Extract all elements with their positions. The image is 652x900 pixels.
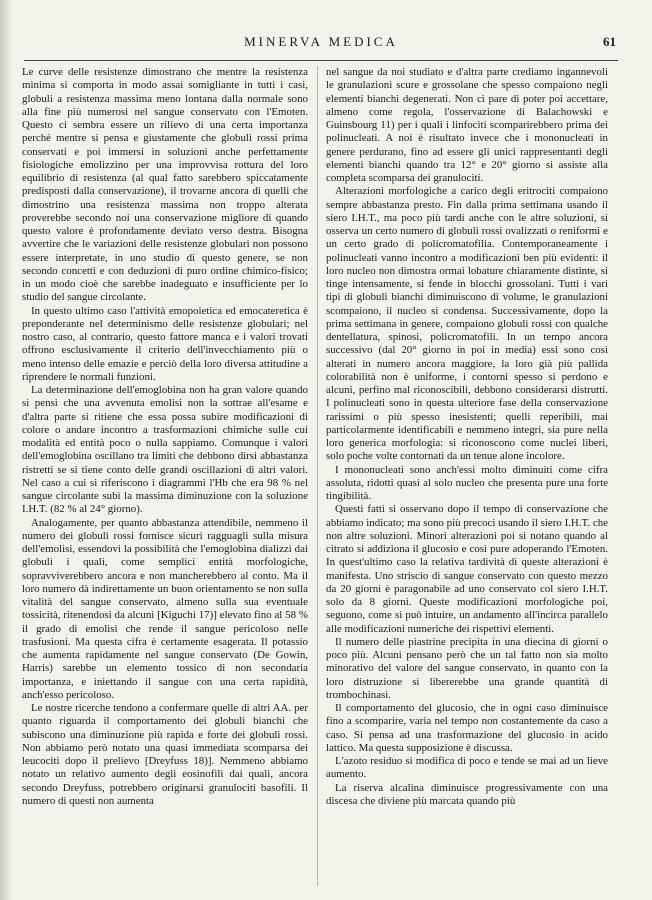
paragraph: Alterazioni morfologiche a carico degli eritrociti compaiono sempre abbastanza presto. Fin dalla prima settimana usando il siero I.H.T., ma poco più tardi anche con le altre soluzioni, si osserva un certo numero di globuli rossi ovalizzati o reniformi e un certo grado di policromatofilia. Contemporaneamente i polinucleati vanno incontro a modificazioni ben più evidenti: il loro nucleo non dimostra ormai lobature chiaramente distinte, si tinge intensamente, si fende in blocchi grossolani. Tutti i vari tipi di globuli bianchi diminuiscono di volume, le granulazioni scompaiono, il nucleo si condensa. Successivamente, dopo la prima settimana in genere, compaiono globuli rossi con qualche dentellatura, spinosi, policromatofili. In un tempo ancora successivo (dal 20° giorno in poi in media) essi sono così alterati in numero ancora maggiore, la loro già più pallida colorabilità non è uniforme, i contorni spesso si perdono e alcuni, perfino mal riconoscibili, debbono considerarsi distrutti. I polinucleati sono in questa ulteriore fase della conservazione rarissimi o più spesso inesistenti; quelli reperibili, mai particolarmente identificabili e nemmeno integri, sia pure nella loro generica morfologia: si riconoscono come nuclei liberi, solo poche volte contornati da un tenue alone incolore.	[326, 185, 608, 463]
paragraph: nel sangue da noi studiato e d'altra parte crediamo ingannevoli le granulazioni scure e grossolane che spesso compaiono negli elementi bianchi degenerati. Non ci pare di poter poi accettare, almeno come regola, l'osservazione di Balachowski e Guinsbourg 11) per i quali i linfociti scomparirebbero prima dei polinucleati. A noi è risultato invece che i mononucleati in genere perdurano, fino ad essere gli unici rappresentanti degli elementi bianchi quando tra 12° e 20° giorno si assiste alla completa scomparsa dei granulociti.	[326, 66, 608, 184]
paragraph: Il numero delle piastrine precipita in una diecina di giorni o poco più. Alcuni pensano però che un tal fatto non sia molto minorativo del valore del sangue conservato, in quanto con la loro distruzione si libererebbe una grande quantità di trombochinasi.	[326, 635, 608, 701]
header-rule	[24, 60, 618, 61]
paragraph: La determinazione dell'emoglobina non ha gran valore quando si pensi che una avvenuta emolisi non la sottrae all'esame e d'altra parte si ritiene che essa possa subire modificazioni di colore o andare incontro a trasformazioni chimiche sulle cui modalità ed entità poco o nulla sappiamo. Comunque i valori dell'emoglobina oscillano tra limiti che debbono dirsi abbastanza ristretti se si tiene conto delle grandi oscillazioni di altri valori. Nel caso a cui si riferiscono i diagrammi l'Hb che era 98 % nel sangue circolante subì la massima diminuzione con la soluzione I.H.T. (82 % al 24° giorno).	[22, 384, 308, 516]
column-divider	[317, 66, 318, 886]
paragraph: Le curve delle resistenze dimostrano che mentre la resistenza minima si comporta in modo assai somigliante in tutti i casi, globuli a resistenza massima meno lontana dalla normale sono alla fine più numerosi nel sangue conservato con l'Emoten. Questo ci sembra essere un rilievo di una certa importanza perchè mentre si pensa e giustamente che globuli rossi prima conservati e poi immersi in soluzioni anche perfettamente fisiologiche emolizzino per una improvvisa rottura del loro equilibrio di resistenza (al qual fatto sarebbero spiccatamente predisposti dalla conservazione), il trovarne ancora di quelli che dimostrino una resistenza massima non troppo alterata proverebbe secondo noi una conservazione migliore di quando questo valore è profondamente deviato verso destra. Bisogna avvertire che le variazioni delle resistenze globulari non possono essere interpretate, in uno studio di questo genere, se non secondo concetti e con deduzioni di puro ordine chimico-fisico; in un modo cioè che sarebbe inadeguato e insufficiente per lo studio del sangue circolante.	[22, 66, 308, 304]
paragraph: La riserva alcalina diminuisce progressivamente con una discesa che diviene più marcata quando più	[326, 781, 608, 807]
paragraph: Le nostre ricerche tendono a confermare quelle di altri AA. per quanto riguarda il comportamento dei globuli bianchi che subiscono una diminuzione più rapida e forte dei globuli rossi. Non abbiamo però notato una quasi immediata scomparsa dei leucociti dopo il prelievo [Dreyfuss 18)]. Nemmeno abbiamo notato un relativo aumento degli eosinofili dai quali, ancora secondo Dreyfuss, potrebbero originarsi granulociti basofili. Il numero di questi non aumenta	[22, 702, 308, 807]
running-header	[26, 34, 616, 52]
paragraph: Analogamente, per quanto abbastanza attendibile, nemmeno il numero dei globuli rossi fornisce sicuri ragguagli sulla misura dell'emolisi, essendovi la possibilità che l'emoglobina dializzi dai globuli i quali, come semplici entità morfologiche, sopravviverebbero ancora e non mancherebbero al conto. Ma il loro numero dà indirettamente un buon orientamento se non sulla vitalità del sangue conservato, almeno sulla sua eventuale tossicità, ritenendosi da alcuni [Kiguchi 17)] elevato fino al 58 % il grado di emolisi che rende il sangue pericoloso nelle trasfusioni. Ma questa cifra è certamente esagerata. Il potassio che aumenta rapidamente nel sangue conservato (De Gowin, Harris) sarebbe un elemento tossico di non secondaria importanza, e iniettando il sangue con una certa rapidità, anch'esso pericoloso.	[22, 516, 308, 701]
journal-title: MINERVA MEDICA	[244, 34, 398, 49]
right-column	[326, 66, 608, 886]
left-column	[22, 66, 308, 886]
paragraph: Questi fatti si osservano dopo il tempo di conservazione che abbiamo indicato; ma sono più precoci usando il siero I.H.T. che non altre soluzioni. Minori alterazioni poi si notano quando al citrato si addiziona il glucosio e così pure adoperando l'Emoten. In quest'ultimo caso la relativa tardività di queste alterazioni è manifesta. Uno striscio di sangue conservato con questo mezzo da 20 giorni è paragonabile ad uno conservato col siero I.H.T. solo da 8 giorni. Queste modificazioni morfologiche poi, seguono, come si può intuire, un andamento all'incirca parallelo alle modificazioni numeriche dei rispettivi elementi.	[326, 503, 608, 635]
page-binding-shadow	[0, 0, 14, 900]
paragraph: Il comportamento del glucosio, che in ogni caso diminuisce fino a scomparire, varia nel tempo non costantemente da caso a caso. Si pensa ad una trasformazione del glucosio in acido lattico. Ma questa supposizione è discussa.	[326, 702, 608, 754]
paragraph: In questo ultimo caso l'attività emopoietica ed emocateretica è preponderante nel determinismo delle resistenze globulari; nel nostro caso, al contrario, questo fattore manca e i valori trovati offrono esclusivamente il criterio dell'invecchiamento più o meno intenso delle emazie e perciò della loro diversa attitudine a riprendere le normali funzioni.	[22, 304, 308, 383]
paragraph: L'azoto residuo si modifica di poco e tende se mai ad un lieve aumento.	[326, 755, 608, 781]
paragraph: I mononucleati sono anch'essi molto diminuiti come cifra assoluta, ridotti quasi al solo nucleo che presenta pure una forte tingibilità.	[326, 463, 608, 502]
page-number: 61	[603, 34, 616, 49]
